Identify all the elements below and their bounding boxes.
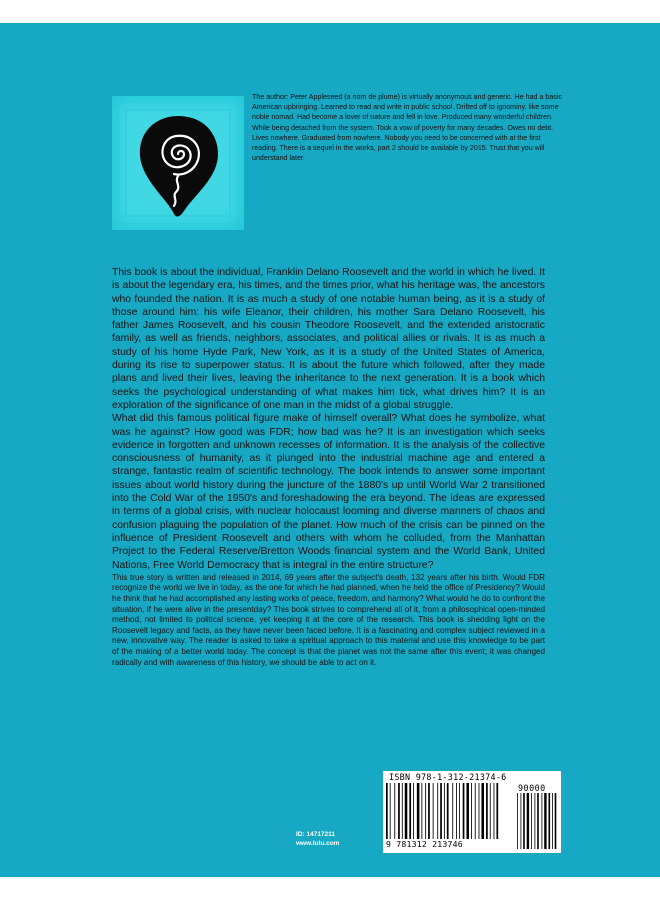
- barcode-addon-bar: [552, 793, 553, 849]
- barcode-bar: [437, 783, 438, 839]
- black-spiral-drop-icon: [112, 96, 244, 230]
- description-paragraph: This book is about the individual, Franklin Delano Roosevelt and the world in which he lived. It is about the legendary era, his times, and the times prior, what his heritage was, the ancestors who founded the nation. It is as much a study of one notable human being, as it is a study of those around him: his wife Eleanor, their children, his mother Sara Delano Roosevelt, his father James Roosevelt, and his cousin Theodore Roosevelt, and the extended aristocratic family, as well as friends, neighbors, associates, and political allies or rivals. It is as much a study of his home Hyde Park, New York, as it is a study of the United States of America, during its rise to superpower status. It is about the future which followed, after they made plans and lived their lives, leaving the inheritance to the next generation. It is a book which seeks the psychological understanding of what makes him tick, what drives him? It is an exploration of the significance of one man in the midst of a global struggle.: [112, 267, 545, 411]
- barcode-addon-bar: [535, 793, 536, 849]
- barcode-addon-bar: [531, 793, 532, 849]
- barcode-addon-bar: [527, 793, 529, 849]
- barcode-addon-bar: [517, 793, 518, 849]
- barcode-bar: [394, 783, 395, 839]
- barcode-bar: [463, 783, 465, 839]
- barcode-bar: [444, 783, 445, 839]
- barcode-bar: [494, 783, 495, 839]
- barcode-addon-bar: [537, 793, 539, 849]
- barcode-addon-bar: [523, 793, 525, 849]
- barcode-bar: [405, 783, 408, 839]
- barcode-bar: [413, 783, 414, 839]
- barcode-bar: [433, 783, 434, 839]
- publisher-url[interactable]: www.lulu.com: [296, 840, 340, 847]
- isbn-barcode: [383, 771, 561, 853]
- barcode-bar: [447, 783, 449, 839]
- author-logo: [112, 96, 244, 230]
- barcode-bar: [428, 783, 430, 839]
- barcode-bar: [481, 783, 484, 839]
- barcode-bar: [496, 783, 498, 839]
- barcode-addon-bar: [542, 793, 543, 849]
- barcode-bar: [386, 783, 388, 839]
- description-paragraph: What did this famous political figure make of himself overall? What does he symbolize, what was he against? How good was FDR; how bad was he? It is an investigation which seeks evidence in forgotten and unknown recesses of information. It is the analysis of the collective consciousness of humanity, as it plunged into the industrial machine age and entered a strange, fantastic realm of scientific technology. The book intends to answer some important issues about world history during the juncture of the 1880's up until World War 2 transitioned into the Cold War of the 1950's and foreshadowing the era beyond. The ideas are expressed in terms of a global crisis, with nuclear holocaust looming and diverse manners of chaos and confusion plaguing the population of the planet. How much of the crisis can be pinned on the influence of President Roosevelt and others with whom he colluded, from the Manhattan Project to the Federal Reserve/Bretton Woods financial system and the World Bank, United Nations, Free World Democracy that is integral in the entire structure?: [112, 413, 545, 571]
- barcode-addon-bar: [549, 793, 551, 849]
- barcode-bar: [456, 783, 457, 839]
- barcode-bar: [490, 783, 491, 839]
- isbn-label: ISBN 978-1-312-21374-6: [389, 772, 507, 782]
- publisher-id: ID: 14717211: [296, 831, 336, 838]
- barcode-bar: [471, 783, 472, 839]
- publisher-info: [296, 830, 366, 848]
- isbn-digits: 9 781312 213746: [386, 839, 463, 849]
- price-code: 90000: [518, 783, 546, 793]
- barcode-bar: [466, 783, 469, 839]
- barcode-bar: [479, 783, 480, 839]
- barcode-bar: [425, 783, 426, 839]
- barcode-bar: [390, 783, 391, 839]
- barcode-addon-bar: [521, 793, 522, 849]
- author-bio: The author: Peter Appleseed (a nom de plume) is virtually anonymous and generic. He had a basic American upbringing. Learned to read and write in public school. Drifted off to ignominy, like some noble nomad. Had become a lover of nature and fell in love. Produced many wonderful children. While being detached from the system. Took a vow of poverty for many decades. Owes no debt. Lives nowhere. Graduated from nowhere. Nobody you need to be concerned with at the first reading. There is a sequel in the works, part 2 should be available by 2015. Trust that you will understand later.: [252, 93, 562, 163]
- barcode-bar: [459, 783, 460, 839]
- barcode-addon-bar: [544, 793, 546, 849]
- barcode-bar: [417, 783, 420, 839]
- barcode-bar: [398, 783, 400, 839]
- description-paragraph: This true story is written and released in 2014, 69 years after the subject's death, 132 years after his birth. Would FDR recognize the world we live in today, as the one for which he had planned, when he held the office of Presidency? Would he think that he had accomplished any lasting works of peace, freedom, and harmony? What would he do to confront the situation, if he were alive in the presentday? This book strives to comprehend all of it, from a philosophical open-minded method, not limited to political science, yet keeping it at the core of the research. This book is shedding light on the Roosevelt legacy and facts, as they have never been faced before. It is a fascinating and complex subject reviewed in a new, innovative way. The reader is asked to take a spiritual approach to this material and use this knowledge to be part of the making of a better world today. The concept is that the planet was not the same after this event; it was changed radically and with awareness of this history, we should be able to act on it.: [112, 572, 545, 667]
- barcode-bar: [486, 783, 488, 839]
- barcode-bar: [409, 783, 411, 839]
- barcode-bar: [475, 783, 476, 839]
- barcode-bar: [402, 783, 403, 839]
- barcode-bar: [440, 783, 442, 839]
- barcode-bar: [452, 783, 453, 839]
- barcode-bar: [421, 783, 422, 839]
- book-description: [112, 266, 545, 668]
- barcode-addon-bar: [555, 793, 557, 849]
